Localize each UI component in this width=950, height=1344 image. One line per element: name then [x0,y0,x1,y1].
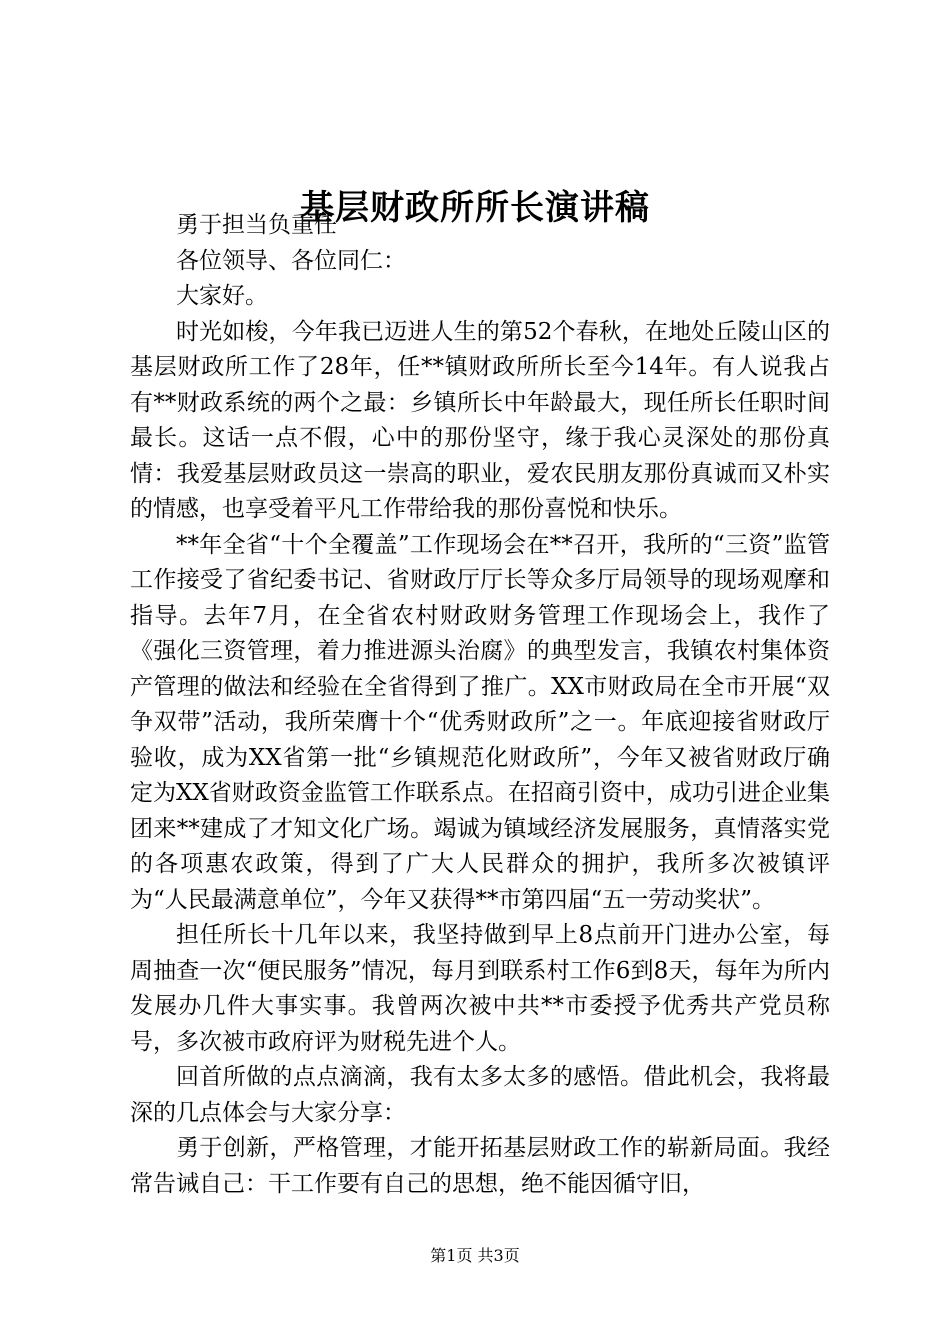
body-paragraph: 担任所长十几年以来，我坚持做到早上8点前开门进办公室，每周抽查一次“便民服务”情况，每月到联系村工作6到8天，每年为所内发展办几件大事实事。我曾两次被中共**市委授予优秀共产党员称号，多次被市政府评为财税先进个人。 [130,922,830,1055]
page-footer: 第1页 共3页 [430,1246,520,1265]
document-body [130,208,830,1202]
body-paragraph: 勇于创新，严格管理，才能开拓基层财政工作的崭新局面。我经常告诫自己：干工作要有自己的思想，绝不能因循守旧， [130,1135,830,1197]
salutation-paragraph: 各位领导、各位同仁： [176,247,406,274]
body-paragraph: 回首所做的点点滴滴，我有太多太多的感悟。借此机会，我将最深的几点体会与大家分享： [130,1064,830,1126]
subtitle-paragraph: 勇于担当负重任 [176,212,337,238]
greeting-paragraph: 大家好。 [176,283,268,309]
document-title: 基层财政所所长演讲稿 [300,188,650,228]
body-paragraph: **年全省“十个全覆盖”工作现场会在**召开，我所的“三资”监管工作接受了省纪委书记、省财政厅厅长等众多厅局领导的现场观摩和指导。去年7月，在全省农村财政财务管理工作现场会上，我作了《强化三资管理，着力推进源头治腐》的典型发言，我镇农村集体资产管理的做法和经验在全省得到了推广。XX市财政局在全市开展“双争双带”活动，我所荣膺十个“优秀财政所”之一。年底迎接省财政厅验收，成为XX省第一批“乡镇规范化财政所”，今年又被省财政厅确定为XX省财政资金监管工作联系点。在招商引资中，成功引进企业集团来**建成了才知文化广场。竭诚为镇域经济发展服务，真情落实党的各项惠农政策，得到了广大人民群众的拥护，我所多次被镇评为“人民最满意单位”，今年又获得**市第四届“五一劳动奖状”。 [130,531,830,913]
body-paragraph: 时光如梭，今年我已迈进人生的第52个春秋，在地处丘陵山区的基层财政所工作了28年，任**镇财政所所长至今14年。有人说我占有**财政系统的两个之最：乡镇所长中年龄最大，现任所长任职时间最长。这话一点不假，心中的那份坚守，缘于我心灵深处的那份真情：我爱基层财政员这一崇高的职业，爱农民朋友那份真诚而又朴实的情感，也享受着平凡工作带给我的那份喜悦和快乐。 [130,318,830,522]
